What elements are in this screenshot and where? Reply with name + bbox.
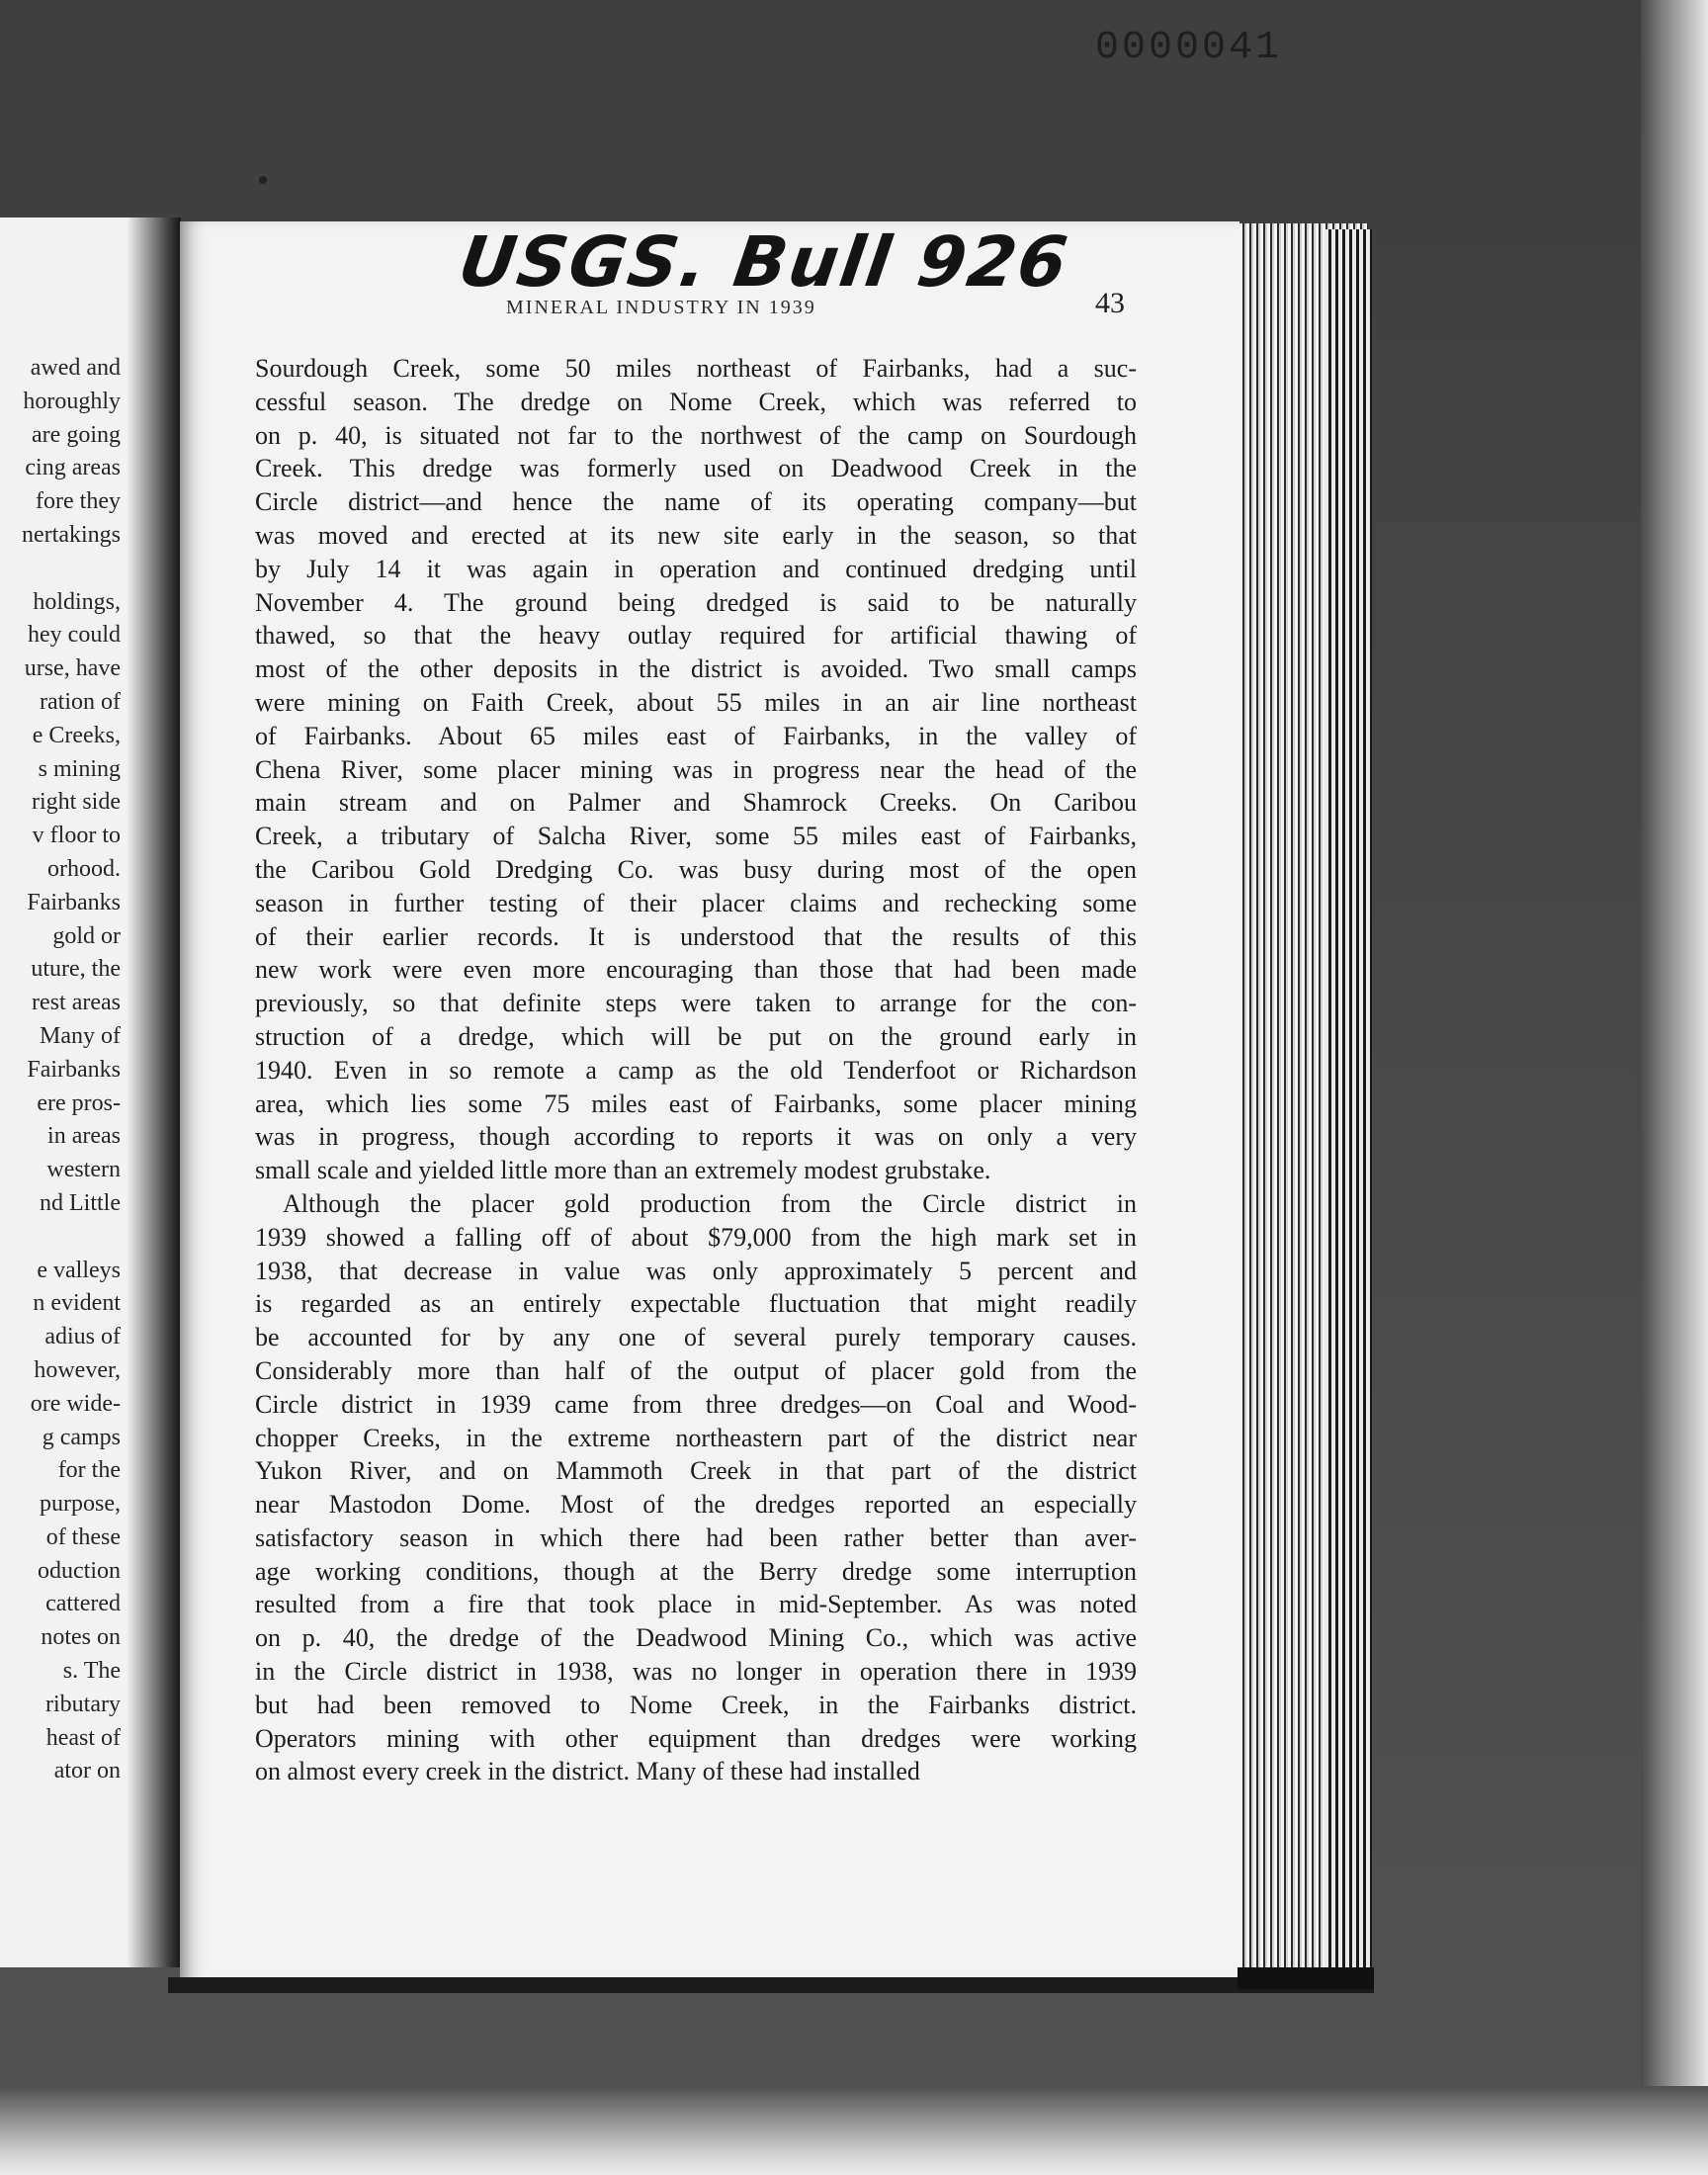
left-text-line: urse, have bbox=[24, 655, 121, 682]
left-text-line: n evident bbox=[33, 1290, 121, 1317]
text-line: be accounted for by any one of several purely temporary causes. bbox=[255, 1323, 1137, 1352]
text-line: was moved and erected at its new site early in the season, so that bbox=[255, 520, 1137, 550]
left-text-line: nd Little bbox=[40, 1189, 121, 1216]
left-text-line: purpose, bbox=[40, 1491, 121, 1518]
text-line: Considerably more than half of the output of placer gold from the bbox=[255, 1355, 1137, 1385]
left-text-line: hey could bbox=[28, 622, 121, 649]
left-text-line: in areas bbox=[47, 1123, 121, 1150]
archive-stamp-number: 0000041 bbox=[1095, 26, 1283, 70]
text-line: Creek. This dredge was formerly used on Deadwood Creek in the bbox=[255, 454, 1137, 483]
text-line: 1938, that decrease in value was only approximately 5 percent and bbox=[255, 1256, 1137, 1285]
text-line: Sourdough Creek, some 50 miles northeast of Fairbanks, had a suc- bbox=[255, 354, 1137, 383]
text-line: Operators mining with other equipment than dredges were working bbox=[255, 1723, 1137, 1753]
left-text-line: awed and bbox=[30, 355, 121, 381]
text-line: season in further testing of their placer claims and rechecking some bbox=[255, 888, 1137, 917]
left-text-line: s mining bbox=[38, 755, 121, 782]
text-line: Although the placer gold production from the Circle district in bbox=[283, 1188, 1137, 1218]
cover-edge bbox=[1324, 229, 1372, 1985]
text-line: November 4. The ground being dredged is said to be naturally bbox=[255, 587, 1137, 617]
left-text-line: oduction bbox=[38, 1557, 121, 1584]
text-line: in the Circle district in 1938, was no longer in operation there in 1939 bbox=[255, 1657, 1137, 1687]
text-line: on p. 40, the dredge of the Deadwood Mining Co., which was active bbox=[255, 1623, 1137, 1653]
scan-bottom-edge bbox=[0, 2086, 1708, 2175]
left-text-line: fore they bbox=[36, 488, 121, 515]
left-text-line: right side bbox=[32, 789, 121, 816]
left-text-line: are going bbox=[32, 421, 121, 448]
left-text-line: gold or bbox=[52, 922, 121, 949]
left-text-line: for the bbox=[57, 1457, 121, 1484]
text-line: 1940. Even in so remote a camp as the old Tenderfoot or Richardson bbox=[255, 1055, 1137, 1085]
left-page-gutter bbox=[127, 218, 181, 1967]
left-text-line: e Creeks, bbox=[32, 722, 121, 748]
left-text-line: e valleys bbox=[37, 1257, 121, 1283]
left-text-line bbox=[0, 553, 121, 586]
left-text-line: Fairbanks bbox=[27, 1056, 121, 1083]
text-line: area, which lies some 75 miles east of Fairbanks, some placer mining bbox=[255, 1088, 1137, 1118]
text-line: 1939 showed a falling off of about $79,000 from the high mark set in bbox=[255, 1222, 1137, 1252]
text-line: resulted from a fire that took place in mid-September. As was noted bbox=[255, 1590, 1137, 1619]
text-line: age working conditions, though at the Berry dredge some interruption bbox=[255, 1556, 1137, 1586]
text-line: is regarded as an entirely expectable fluctuation that might readily bbox=[255, 1289, 1137, 1319]
left-text-line: horoughly bbox=[23, 388, 121, 414]
text-line: previously, so that definite steps were taken to arrange for the con- bbox=[255, 989, 1137, 1018]
text-line: of Fairbanks. About 65 miles east of Fairbanks, in the valley of bbox=[255, 721, 1137, 750]
left-text-line bbox=[0, 1221, 121, 1255]
left-text-line: western bbox=[46, 1157, 121, 1183]
text-line: the Caribou Gold Dredging Co. was busy during most of the open bbox=[255, 854, 1137, 884]
left-text-line: holdings, bbox=[33, 588, 121, 615]
left-text-line: Many of bbox=[40, 1022, 121, 1049]
page-number: 43 bbox=[1095, 287, 1125, 319]
left-text-line: g camps bbox=[42, 1424, 121, 1450]
text-line: near Mastodon Dome. Most of the dredges reported an especially bbox=[255, 1490, 1137, 1520]
left-text-line: cing areas bbox=[25, 455, 121, 481]
left-text-line: ration of bbox=[40, 688, 121, 715]
left-text-line: notes on bbox=[41, 1624, 121, 1651]
left-text-line: adius of bbox=[44, 1324, 121, 1350]
left-text-line: ator on bbox=[53, 1758, 121, 1784]
text-line: satisfactory season in which there had been rather better than aver- bbox=[255, 1522, 1137, 1552]
left-text-line: Fairbanks bbox=[27, 889, 121, 915]
text-line: by July 14 it was again in operation and continued dredging until bbox=[255, 554, 1137, 583]
left-text-line: orhood. bbox=[47, 855, 121, 882]
text-line: cessful season. The dredge on Nome Creek, which was referred to bbox=[255, 387, 1137, 416]
handwritten-annotation: USGS. Bull 926 bbox=[454, 221, 1074, 303]
cover-corner bbox=[1238, 1967, 1374, 1989]
text-line: of their earlier records. It is understood that the results of this bbox=[255, 921, 1137, 951]
left-text-line: ere pros- bbox=[37, 1089, 121, 1116]
left-text-line: uture, the bbox=[31, 956, 121, 983]
left-text-line: however, bbox=[34, 1356, 121, 1383]
left-text-line: ributary bbox=[45, 1691, 121, 1717]
left-text-line: of these bbox=[45, 1523, 121, 1550]
scan-speck bbox=[259, 176, 267, 184]
text-line: struction of a dredge, which will be put on the ground early in bbox=[255, 1021, 1137, 1051]
left-text-line: v floor to bbox=[32, 823, 121, 849]
left-text-line: s. The bbox=[62, 1658, 121, 1685]
text-line: on p. 40, is situated not far to the northwest of the camp on Sourdough bbox=[255, 420, 1137, 450]
text-line: on almost every creek in the district. Many of these had installed bbox=[255, 1757, 920, 1786]
text-line: thawed, so that the heavy outlay required for artificial thawing of bbox=[255, 621, 1137, 651]
left-page-text bbox=[0, 352, 121, 1788]
text-line: Creek, a tributary of Salcha River, some 55 miles east of Fairbanks, bbox=[255, 822, 1137, 851]
text-line: small scale and yielded little more than an extremely modest grubstake. bbox=[255, 1156, 991, 1185]
text-line: Circle district—and hence the name of its operating company—but bbox=[255, 487, 1137, 517]
text-line: main stream and on Palmer and Shamrock Creeks. On Caribou bbox=[255, 788, 1137, 818]
text-line: were mining on Faith Creek, about 55 miles in an air line northeast bbox=[255, 687, 1137, 717]
text-line: new work were even more encouraging than those that had been made bbox=[255, 955, 1137, 985]
left-text-line: cattered bbox=[45, 1591, 121, 1617]
text-line: was in progress, though according to reports it was on only a very bbox=[255, 1122, 1137, 1152]
left-text-line: ore wide- bbox=[30, 1390, 121, 1417]
text-line: Yukon River, and on Mammoth Creek in that part of the district bbox=[255, 1456, 1137, 1486]
text-line: but had been removed to Nome Creek, in the Fairbanks district. bbox=[255, 1690, 1137, 1719]
text-line: Chena River, some placer mining was in progress near the head of the bbox=[255, 754, 1137, 784]
left-text-line: rest areas bbox=[32, 990, 121, 1016]
left-text-line: nertakings bbox=[22, 521, 121, 548]
scan-right-edge bbox=[1641, 0, 1708, 2175]
text-line: Circle district in 1939 came from three dredges—on Coal and Wood- bbox=[255, 1389, 1137, 1419]
text-line: chopper Creeks, in the extreme northeastern part of the district near bbox=[255, 1423, 1137, 1452]
body-text bbox=[255, 352, 1137, 1788]
left-text-line: heast of bbox=[45, 1724, 121, 1751]
running-head: MINERAL INDUSTRY IN 1939 bbox=[506, 297, 816, 318]
cover-bottom-edge bbox=[168, 1977, 1374, 1993]
text-line: most of the other deposits in the district is avoided. Two small camps bbox=[255, 654, 1137, 684]
